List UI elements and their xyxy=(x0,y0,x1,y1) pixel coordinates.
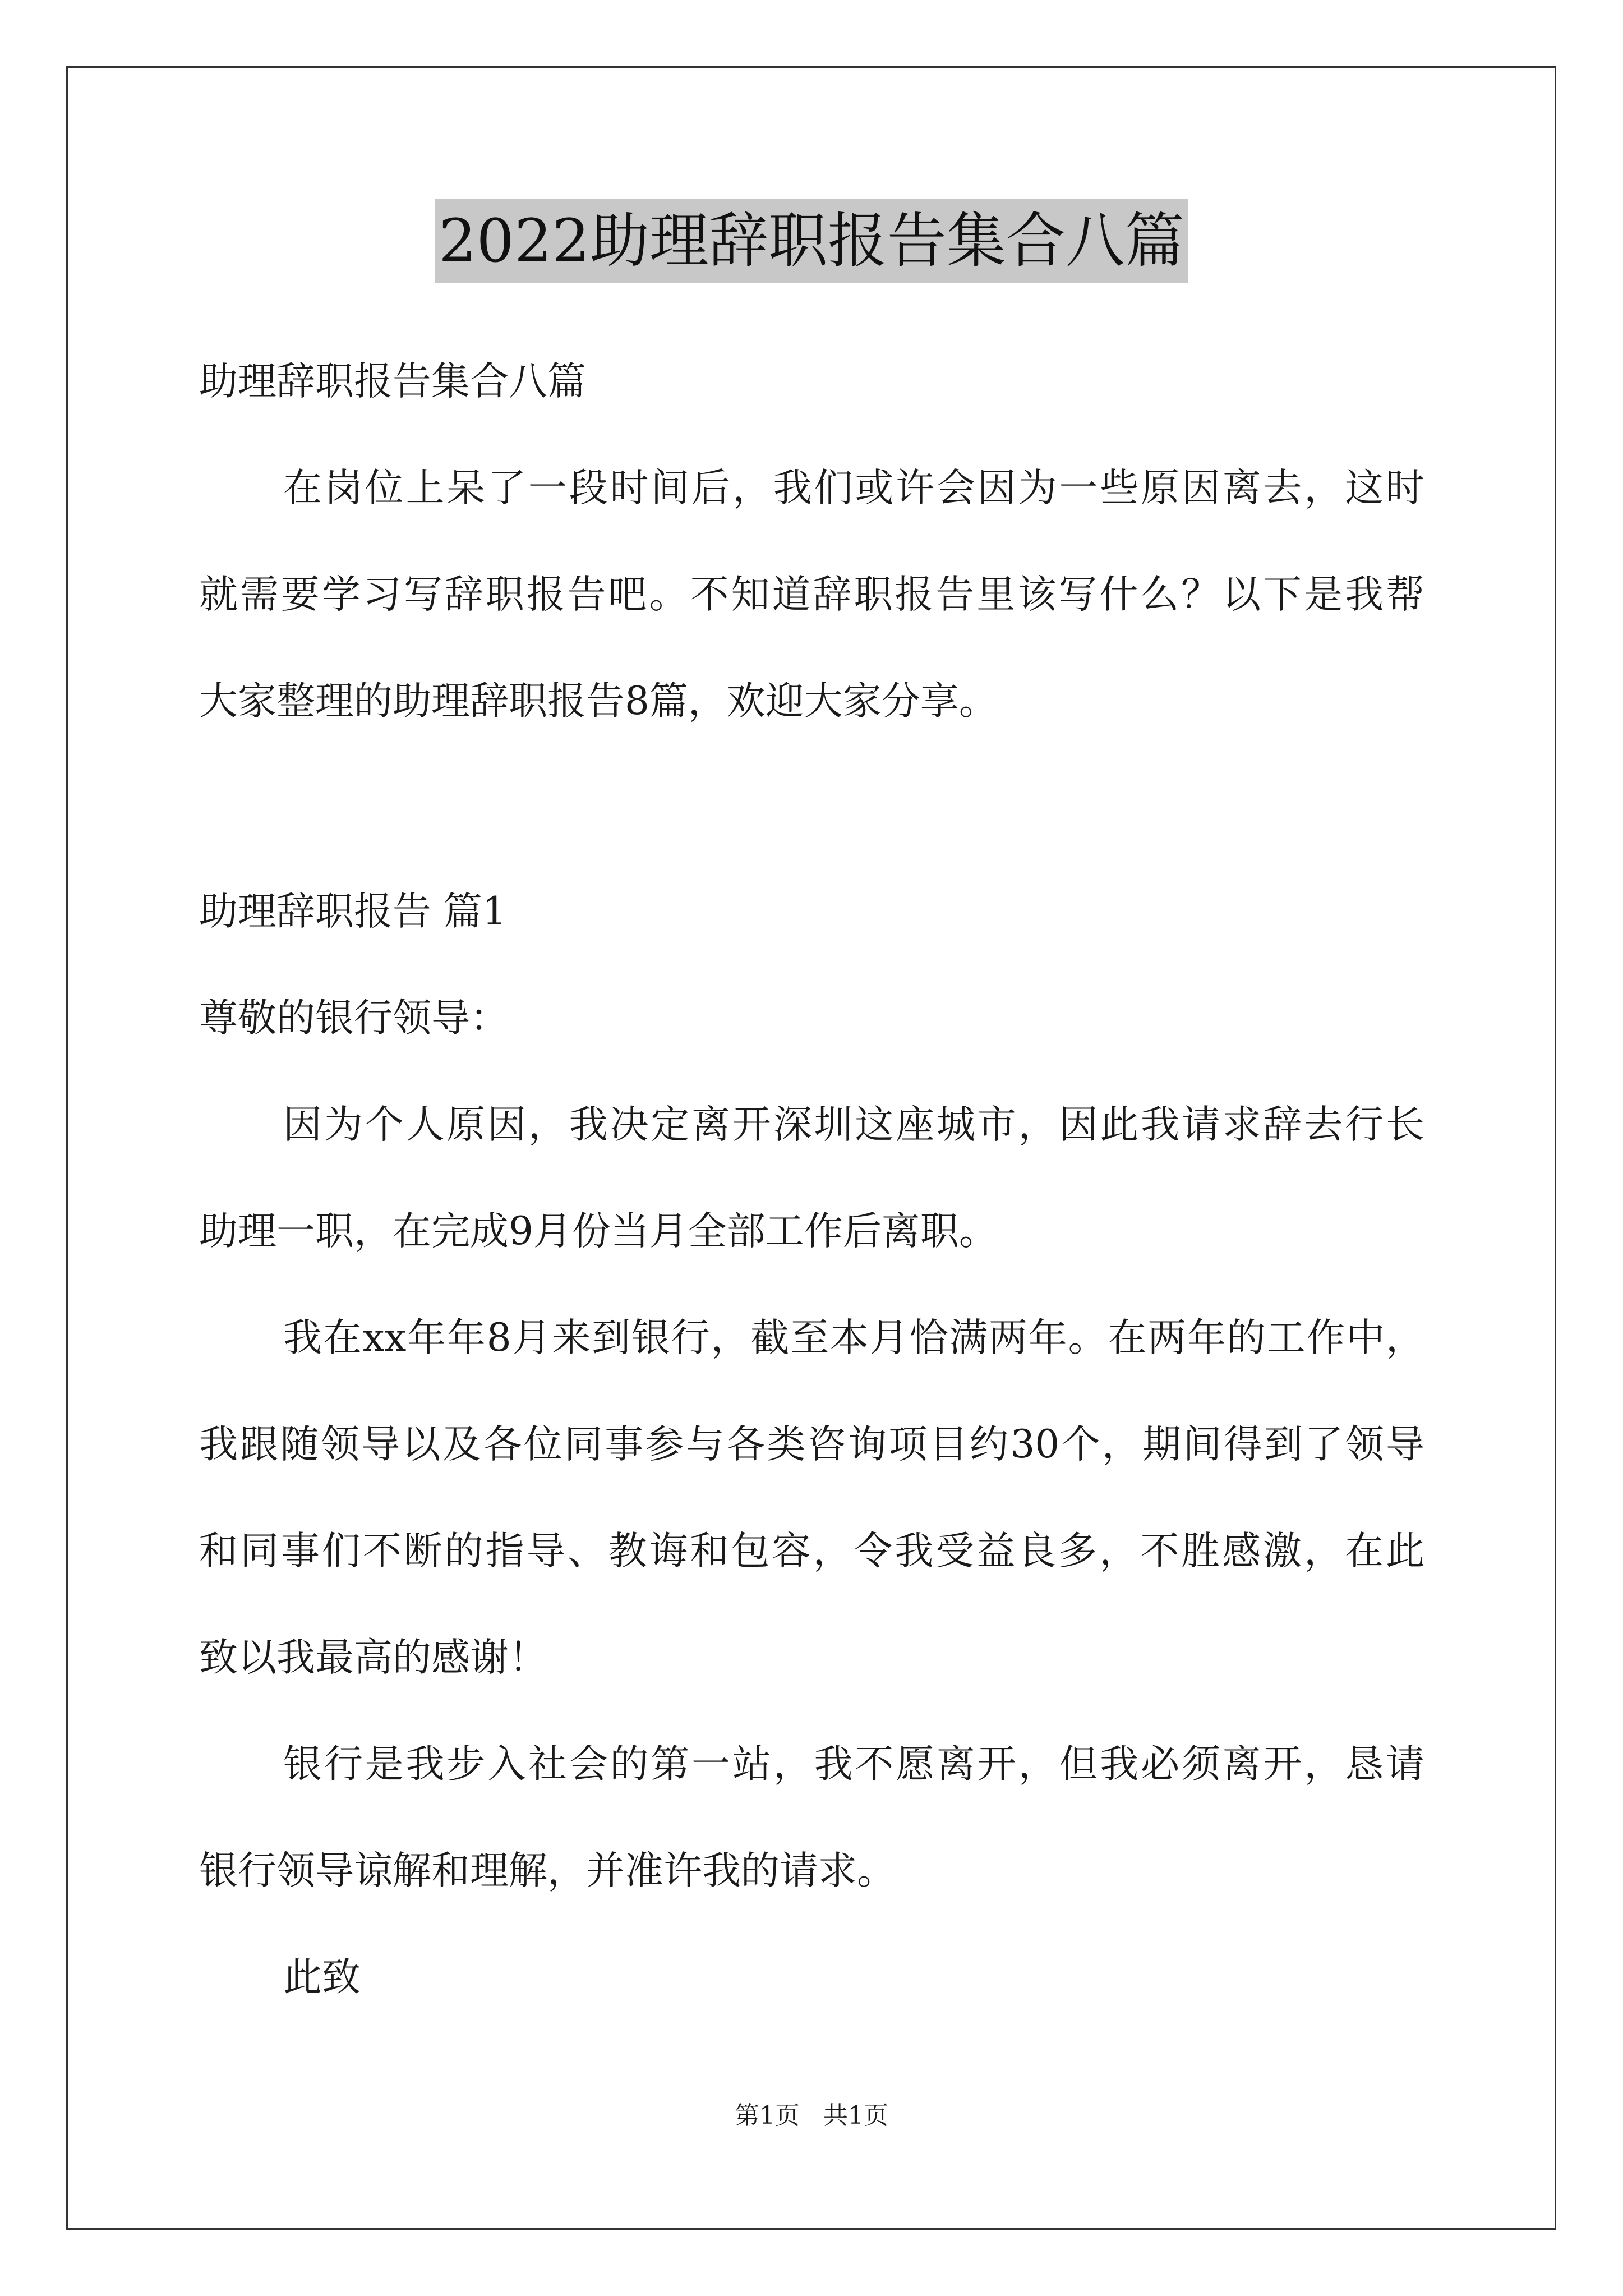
closing-text: 此致 xyxy=(283,1955,361,2000)
paragraph-3-line-1: 银行是我步入社会的第一站，我不愿离开，但我必须离开，恳请 xyxy=(283,1742,1424,1787)
paragraph-2-line-1: 我在xx年年8月来到银行，截至本月恰满两年。在两年的工作中， xyxy=(283,1315,1424,1360)
document-title: 2022助理辞职报告集合八篇 xyxy=(435,199,1188,283)
intro-line-1: 在岗位上呆了一段时间后，我们或许会因为一些原因离去，这时 xyxy=(283,466,1424,510)
paragraph-1-line-2: 助理一职，在完成9月份当月全部工作后离职。 xyxy=(199,1209,998,1254)
paragraph-3-line-2: 银行领导谅解和理解，并准许我的请求。 xyxy=(199,1848,896,1893)
title-container xyxy=(0,199,1623,283)
paragraph-2-line-3: 和同事们不断的指导、教诲和包容，令我受益良多，不胜感激，在此 xyxy=(199,1529,1424,1573)
paragraph-2-line-4: 致以我最高的感谢！ xyxy=(199,1635,547,1680)
intro-line-2: 就需要学习写辞职报告吧。不知道辞职报告里该写什么？以下是我帮 xyxy=(199,572,1424,617)
salutation: 尊敬的银行领导： xyxy=(199,996,509,1041)
document-subtitle: 助理辞职报告集合八篇 xyxy=(199,359,586,404)
page-footer: 第1页 共1页 xyxy=(735,2101,888,2130)
paragraph-2-line-2: 我跟随领导以及各位同事参与各类咨询项目约30个，期间得到了领导 xyxy=(199,1422,1424,1467)
intro-line-3: 大家整理的助理辞职报告8篇，欢迎大家分享。 xyxy=(199,679,998,724)
section-heading: 助理辞职报告 篇1 xyxy=(199,889,507,934)
paragraph-1-line-1: 因为个人原因，我决定离开深圳这座城市，因此我请求辞去行长 xyxy=(283,1102,1424,1147)
